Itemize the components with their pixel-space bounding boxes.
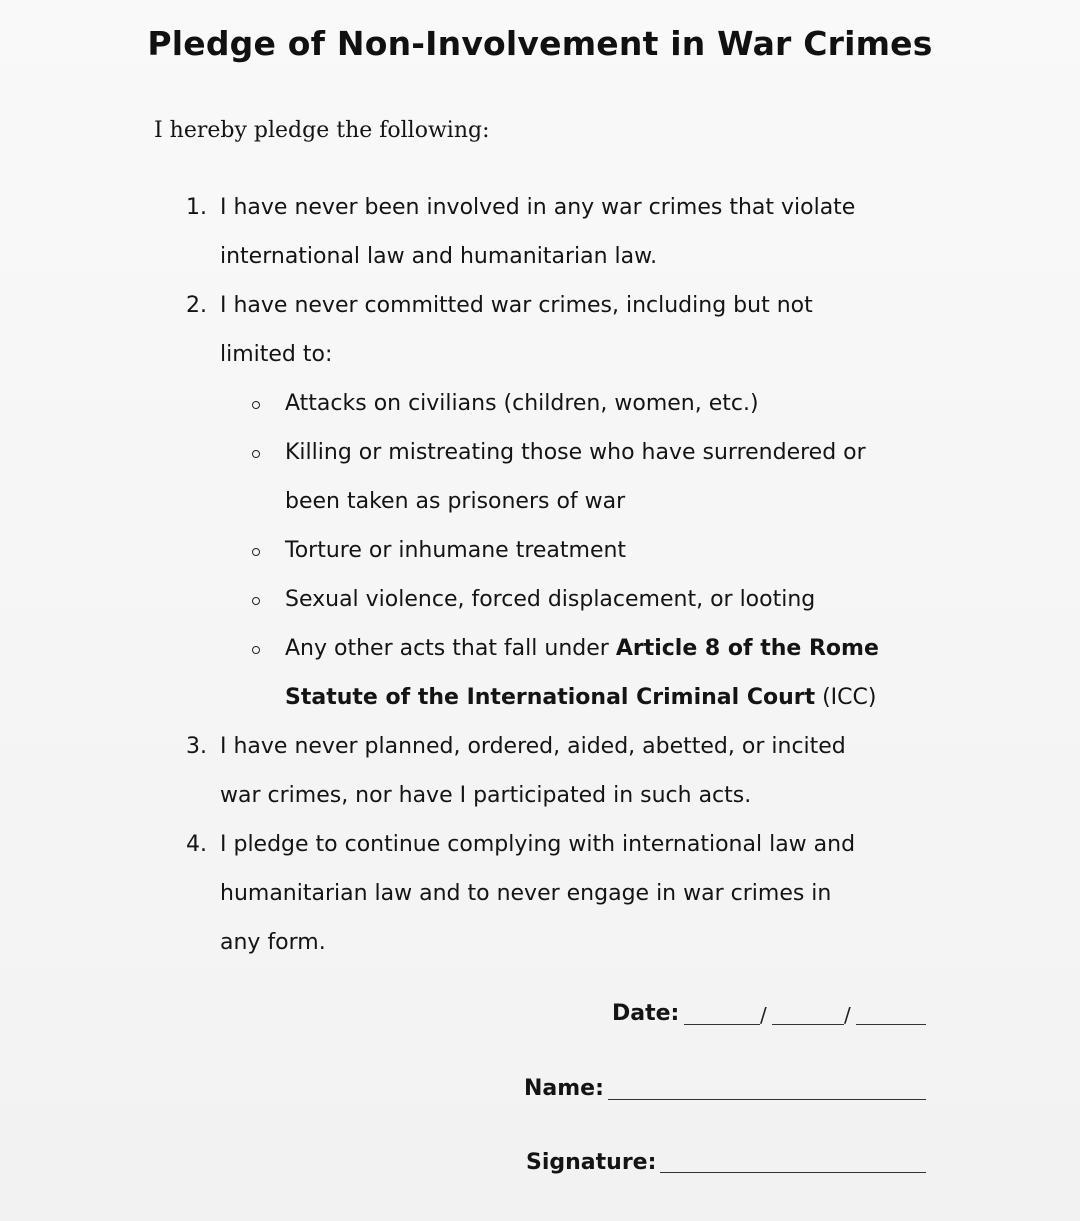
bullet-icon: [252, 646, 260, 654]
date-day-field[interactable]: [684, 1024, 760, 1025]
date-month-field[interactable]: [772, 1024, 844, 1025]
subitem-text-line: been taken as prisoners of war: [285, 489, 626, 514]
subitem-text-line: Killing or mistreating those who have surrendered or: [285, 440, 866, 465]
item-number: 4.: [186, 832, 207, 857]
date-year-field[interactable]: [856, 1024, 926, 1025]
item-text-line: I pledge to continue complying with international law and: [220, 832, 856, 857]
signature-field[interactable]: [660, 1172, 926, 1173]
item-text-line: I have never committed war crimes, including but not: [220, 293, 813, 318]
subitem-text-line: Sexual violence, forced displacement, or looting: [285, 587, 816, 612]
subitem-text: Any other acts that fall under: [285, 636, 616, 661]
item-number: 1.: [186, 195, 207, 220]
item-text-line: humanitarian law and to never engage in war crimes in: [220, 881, 832, 906]
intro-text: I hereby pledge the following:: [154, 118, 490, 143]
article-reference: Article 8 of the Rome: [615, 636, 879, 661]
bullet-icon: [252, 450, 260, 458]
item-number: 3.: [186, 734, 207, 759]
statute-reference: Statute of the International Criminal Court: [285, 685, 816, 710]
item-text-line: I have never been involved in any war crimes that violate: [220, 195, 856, 220]
bullet-icon: [252, 597, 260, 605]
subitem-text-line: [285, 634, 879, 664]
item-text-line: international law and humanitarian law.: [220, 244, 658, 269]
name-label: Name:: [524, 1076, 604, 1101]
item-text-line: limited to:: [220, 342, 333, 367]
subitem-text-line: [285, 683, 876, 713]
bullet-icon: [252, 548, 260, 556]
item-number: 2.: [186, 293, 207, 318]
item-text-line: any form.: [220, 930, 326, 955]
subitem-text-line: Torture or inhumane treatment: [285, 538, 627, 563]
date-separator: /: [760, 1003, 767, 1027]
document-title: Pledge of Non-Involvement in War Crimes: [147, 24, 933, 63]
date-separator: /: [844, 1003, 851, 1027]
item-text-line: I have never planned, ordered, aided, abetted, or incited: [220, 734, 846, 759]
name-field[interactable]: [608, 1099, 926, 1100]
bullet-icon: [252, 401, 260, 409]
date-label: Date:: [612, 1001, 680, 1026]
item-text-line: war crimes, nor have I participated in such acts.: [220, 783, 752, 808]
subitem-text-line: Attacks on civilians (children, women, etc.): [285, 391, 759, 416]
subitem-text: (ICC): [815, 685, 877, 710]
signature-label: Signature:: [526, 1150, 657, 1175]
